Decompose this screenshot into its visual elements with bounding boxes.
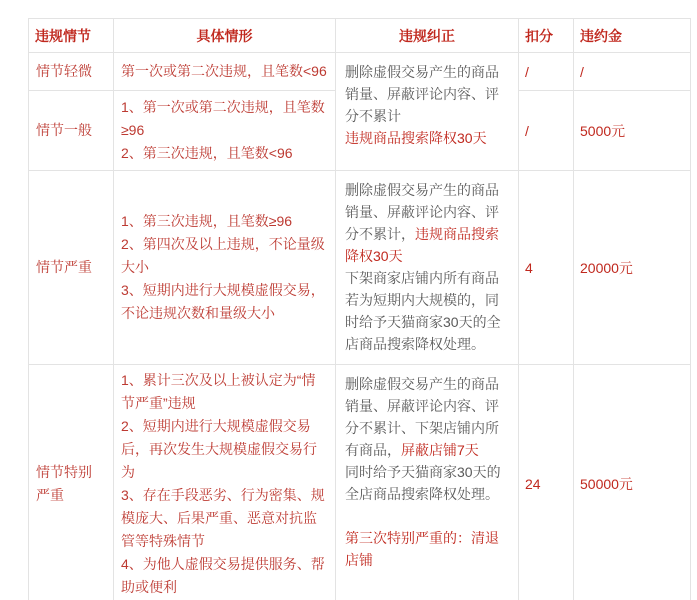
conditions-cell [114, 171, 336, 365]
conditions-cell [114, 53, 336, 91]
table-row-serious [29, 171, 691, 365]
condition-line: 1、第一次或第二次违规，且笔数≥96 [121, 99, 325, 138]
correction-text-segment: 删除虚假交易产生的商品销量、屏蔽评论内容、评分不累计 [345, 64, 499, 124]
penalty-cell: 5000元 [574, 91, 691, 171]
correction-text-segment: 违规商品搜索降权30天 [345, 130, 487, 146]
condition-line: 第一次或第二次违规，且笔数<96 [121, 63, 327, 79]
severity-cell: 情节特别严重 [29, 365, 114, 600]
correction-text-segment: 同时给予天猫商家30天的全店商品搜索降权处理。 [345, 464, 501, 502]
condition-line: 2、短期内进行大规模虚假交易后，再次发生大规模虚假交易行为 [121, 418, 317, 480]
deduction-cell: / [519, 91, 574, 171]
correction-text-segment: 删除虚假交易产生的商品销量、屏蔽评论内容、评分不累计， [345, 182, 499, 242]
deduction-cell: / [519, 53, 574, 91]
condition-line: 3、存在手段恶劣、行为密集、规模庞大、后果严重、恶意对抗监管等特殊情节 [121, 487, 325, 549]
condition-line: 1、累计三次及以上被认定为“情节严重”违规 [121, 372, 316, 411]
correction-text-segment: 第三次特别严重的：清退店铺 [345, 530, 499, 568]
deduction-cell: 4 [519, 171, 574, 365]
severity-cell: 情节轻微 [29, 53, 114, 91]
correction-cell [336, 171, 519, 365]
header-violation-correction: 违规纠正 [336, 19, 519, 53]
correction-text-segment: 违规商品搜索降权30天 [345, 226, 499, 264]
conditions-cell [114, 365, 336, 600]
header-points-deducted: 扣分 [519, 19, 574, 53]
severity-cell: 情节一般 [29, 91, 114, 171]
penalty-cell: 20000元 [574, 171, 691, 365]
header-penalty-fee: 违约金 [574, 19, 691, 53]
header-violation-severity: 违规情节 [29, 19, 114, 53]
correction-text-segment: 下架商家店铺内所有商品若为短期内大规模的，同时给予天猫商家30天的全店商品搜索降权处理。 [345, 270, 501, 352]
severity-cell: 情节严重 [29, 171, 114, 365]
conditions-cell [114, 91, 336, 171]
condition-line: 4、为他人虚假交易提供服务、帮助或便利 [121, 556, 325, 595]
correction-cell [336, 53, 519, 171]
condition-line: 2、第三次违规，且笔数<96 [121, 145, 293, 161]
condition-line: 1、第三次违规，且笔数≥96 [121, 213, 293, 229]
table-row-minor [29, 53, 691, 91]
header-specific-circumstances: 具体情形 [114, 19, 336, 53]
penalty-cell: 50000元 [574, 365, 691, 600]
table-row-extremely-serious [29, 365, 691, 600]
penalty-cell: / [574, 53, 691, 91]
violation-rules-table [28, 18, 691, 600]
deduction-cell: 24 [519, 365, 574, 600]
condition-line: 2、第四次及以上违规，不论量级大小 [121, 236, 325, 275]
header-row [29, 19, 691, 53]
correction-text-segment: 删除虚假交易产生的商品销量、屏蔽评论内容、评分不累计、下架店铺内所有商品， [345, 376, 499, 458]
condition-line: 3、短期内进行大规模虚假交易，不论违规次数和量级大小 [121, 282, 325, 321]
correction-cell [336, 365, 519, 600]
correction-text-segment: 屏蔽店铺7天 [401, 442, 479, 458]
